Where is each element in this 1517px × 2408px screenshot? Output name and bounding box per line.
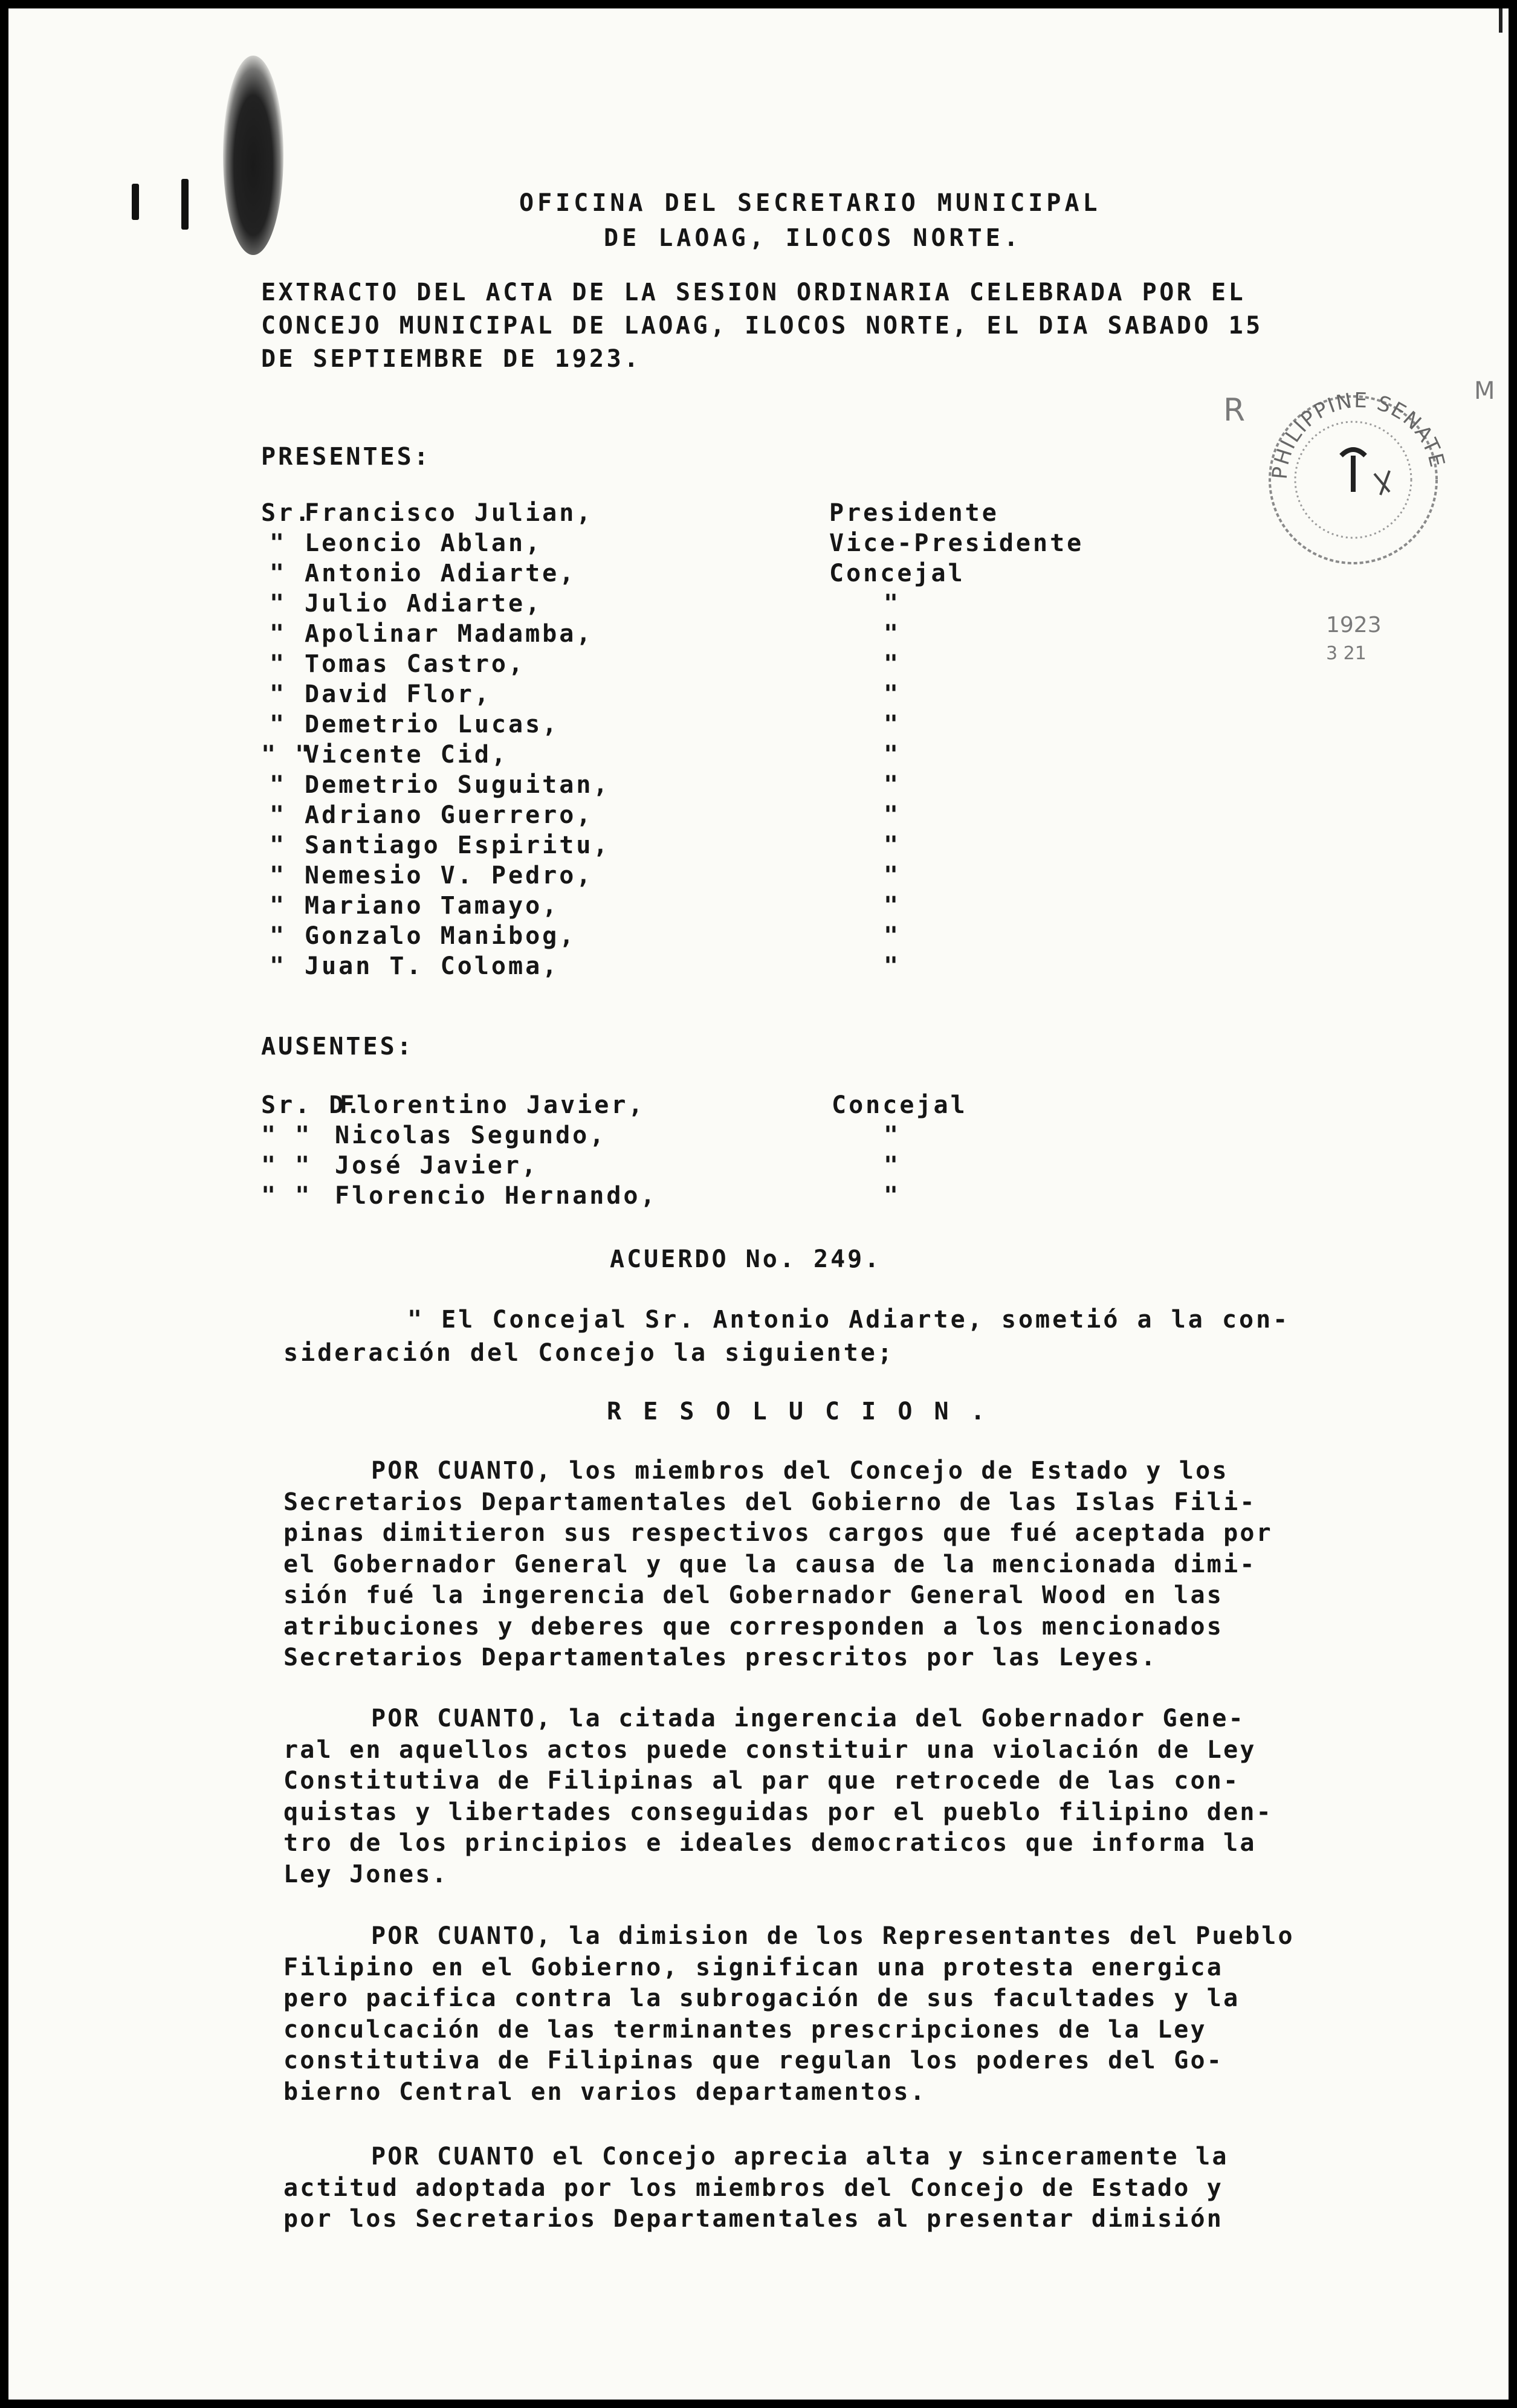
member-name: Gonzalo Manibog,: [305, 922, 577, 950]
member-role: Presidente: [829, 499, 999, 527]
ausentes-label: AUSENTES:: [261, 1033, 414, 1060]
absent-name: Florentino Javier,: [340, 1091, 645, 1119]
member-prefix: ": [270, 650, 287, 678]
absent-prefix: " ": [261, 1182, 312, 1210]
punch-mark-1: [132, 184, 139, 220]
paragraph-line: ral en aquellos actos puede constituir una violación de Ley: [283, 1736, 1257, 1764]
paragraph-line: actitud adoptada por los miembros del Concejo de Estado y: [283, 2174, 1224, 2202]
member-name: Mariano Tamayo,: [305, 892, 560, 920]
member-role: ": [884, 771, 901, 799]
member-name: Julio Adiarte,: [305, 590, 543, 618]
member-name: Adriano Guerrero,: [305, 801, 594, 829]
intro-line-2: sideración del Concejo la siguiente;: [283, 1339, 894, 1367]
member-role: Vice-Presidente: [829, 529, 1084, 557]
member-prefix: ": [270, 560, 287, 587]
member-prefix: ": [270, 680, 287, 708]
member-prefix: ": [270, 922, 287, 950]
stamp-date-mark: [1341, 450, 1365, 492]
member-prefix: Sr.: [261, 499, 312, 527]
member-role: ": [884, 620, 901, 648]
absent-name: José Javier,: [335, 1152, 539, 1180]
member-role: ": [884, 711, 901, 738]
member-name: Francisco Julian,: [305, 499, 594, 527]
extract-line-1: EXTRACTO DEL ACTA DE LA SESION ORDINARIA CELEBRADA POR EL: [261, 279, 1246, 306]
member-name: Antonio Adiarte,: [305, 560, 577, 587]
stamp-letter-m: M: [1474, 377, 1495, 405]
absent-role: Concejal: [832, 1091, 968, 1119]
member-prefix: ": [270, 831, 287, 859]
member-prefix: ": [270, 590, 287, 618]
member-role: ": [884, 801, 901, 829]
member-role: ": [884, 741, 901, 769]
member-prefix: ": [270, 620, 287, 648]
member-role: Concejal: [829, 560, 965, 587]
paragraph-line: POR CUANTO, los miembros del Concejo de Estado y los: [371, 1457, 1229, 1485]
member-name: Nemesio V. Pedro,: [305, 862, 594, 889]
absent-role: ": [884, 1122, 901, 1149]
absent-role: ": [884, 1182, 901, 1210]
member-prefix: ": [270, 801, 287, 829]
stamp-letter-r: R: [1223, 392, 1246, 428]
absent-name: Nicolas Segundo,: [335, 1122, 607, 1149]
stamp-graphic: [1244, 365, 1462, 583]
member-name: Tomas Castro,: [305, 650, 526, 678]
member-prefix: ": [270, 952, 287, 980]
absent-role: ": [884, 1152, 901, 1180]
edge-mark: [1499, 8, 1502, 33]
received-stamp: [1223, 365, 1495, 664]
ink-blot: [223, 56, 283, 255]
member-role: ": [884, 680, 901, 708]
member-role: ": [884, 650, 901, 678]
acuerdo-number: ACUERDO No. 249.: [610, 1245, 882, 1273]
paragraph-line: Ley Jones.: [283, 1861, 448, 1888]
extract-line-2: CONCEJO MUNICIPAL DE LAOAG, ILOCOS NORTE, EL DIA SABADO 15: [261, 312, 1263, 340]
paragraph-line: quistas y libertades conseguidas por el pueblo filipino den-: [283, 1798, 1273, 1826]
paragraph-line: conculcación de las terminantes prescripciones de la Ley: [283, 2016, 1207, 2044]
member-prefix: " ": [261, 741, 312, 769]
member-name: Leoncio Ablan,: [305, 529, 543, 557]
stamp-ring-text: PHILIPPINE SENATE: [1267, 388, 1450, 480]
member-prefix: ": [270, 892, 287, 920]
paragraph-line: sión fué la ingerencia del Gobernador General Wood en las: [283, 1581, 1224, 1609]
paragraph-line: POR CUANTO el Concejo aprecia alta y sinceramente la: [371, 2143, 1229, 2171]
member-prefix: ": [270, 771, 287, 799]
absent-name: Florencio Hernando,: [335, 1182, 658, 1210]
paragraph-line: POR CUANTO, la citada ingerencia del Gobernador Gene-: [371, 1705, 1245, 1732]
paragraph-line: POR CUANTO, la dimision de los Representantes del Pueblo: [371, 1922, 1295, 1950]
member-role: ": [884, 862, 901, 889]
member-role: ": [884, 831, 901, 859]
member-role: ": [884, 922, 901, 950]
member-name: Apolinar Madamba,: [305, 620, 594, 648]
paragraph-line: constitutiva de Filipinas que regulan los poderes del Go-: [283, 2047, 1224, 2074]
header-line-1: OFICINA DEL SECRETARIO MUNICIPAL: [519, 189, 1101, 217]
paragraph-line: el Gobernador General y que la causa de la mencionada dimi-: [283, 1551, 1257, 1578]
member-name: Juan T. Coloma,: [305, 952, 560, 980]
paragraph-line: Constitutiva de Filipinas al par que retrocede de las con-: [283, 1767, 1240, 1795]
paragraph-line: tro de los principios e ideales democraticos que informa la: [283, 1829, 1257, 1857]
member-role: ": [884, 590, 901, 618]
member-name: Vicente Cid,: [305, 741, 508, 769]
member-name: Demetrio Lucas,: [305, 711, 560, 738]
paragraph-line: bierno Central en varios departamentos.: [283, 2078, 927, 2106]
paragraph-line: Filipino en el Gobierno, significan una protesta energica: [283, 1954, 1224, 1981]
document-page: [8, 8, 1509, 2400]
stamp-number: 3 21: [1326, 643, 1367, 664]
paragraph-line: por los Secretarios Departamentales al presentar dimisión: [283, 2205, 1224, 2233]
absent-prefix: Sr. D.: [261, 1091, 363, 1119]
absent-prefix: " ": [261, 1152, 312, 1180]
member-name: Santiago Espiritu,: [305, 831, 610, 859]
member-prefix: ": [270, 862, 287, 889]
intro-line-1: " El Concejal Sr. Antonio Adiarte, sometió a la con-: [407, 1306, 1290, 1334]
paragraph-line: atribuciones y deberes que corresponden a los mencionados: [283, 1613, 1224, 1641]
extract-line-3: DE SEPTIEMBRE DE 1923.: [261, 345, 641, 373]
paragraph-line: Secretarios Departamentales prescritos por las Leyes.: [283, 1644, 1157, 1671]
member-prefix: ": [270, 529, 287, 557]
member-role: ": [884, 952, 901, 980]
stamp-year: 1923: [1326, 613, 1382, 638]
paragraph-line: Secretarios Departamentales del Gobierno de las Islas Fili-: [283, 1488, 1257, 1516]
presentes-label: PRESENTES:: [261, 443, 431, 471]
svg-text:PHILIPPINE SENATE: [1268, 389, 1450, 480]
resolucion-title: R E S O L U C I O N .: [607, 1398, 989, 1425]
member-name: David Flor,: [305, 680, 491, 708]
member-role: ": [884, 892, 901, 920]
member-prefix: ": [270, 711, 287, 738]
paragraph-line: pero pacifica contra la subrogación de sus facultades y la: [283, 1984, 1240, 2012]
header-line-2: DE LAOAG, ILOCOS NORTE.: [604, 224, 1022, 252]
absent-prefix: " ": [261, 1122, 312, 1149]
paragraph-line: pinas dimitieron sus respectivos cargos que fué aceptada por: [283, 1519, 1273, 1547]
member-name: Demetrio Suguitan,: [305, 771, 610, 799]
punch-mark-2: [181, 179, 189, 230]
